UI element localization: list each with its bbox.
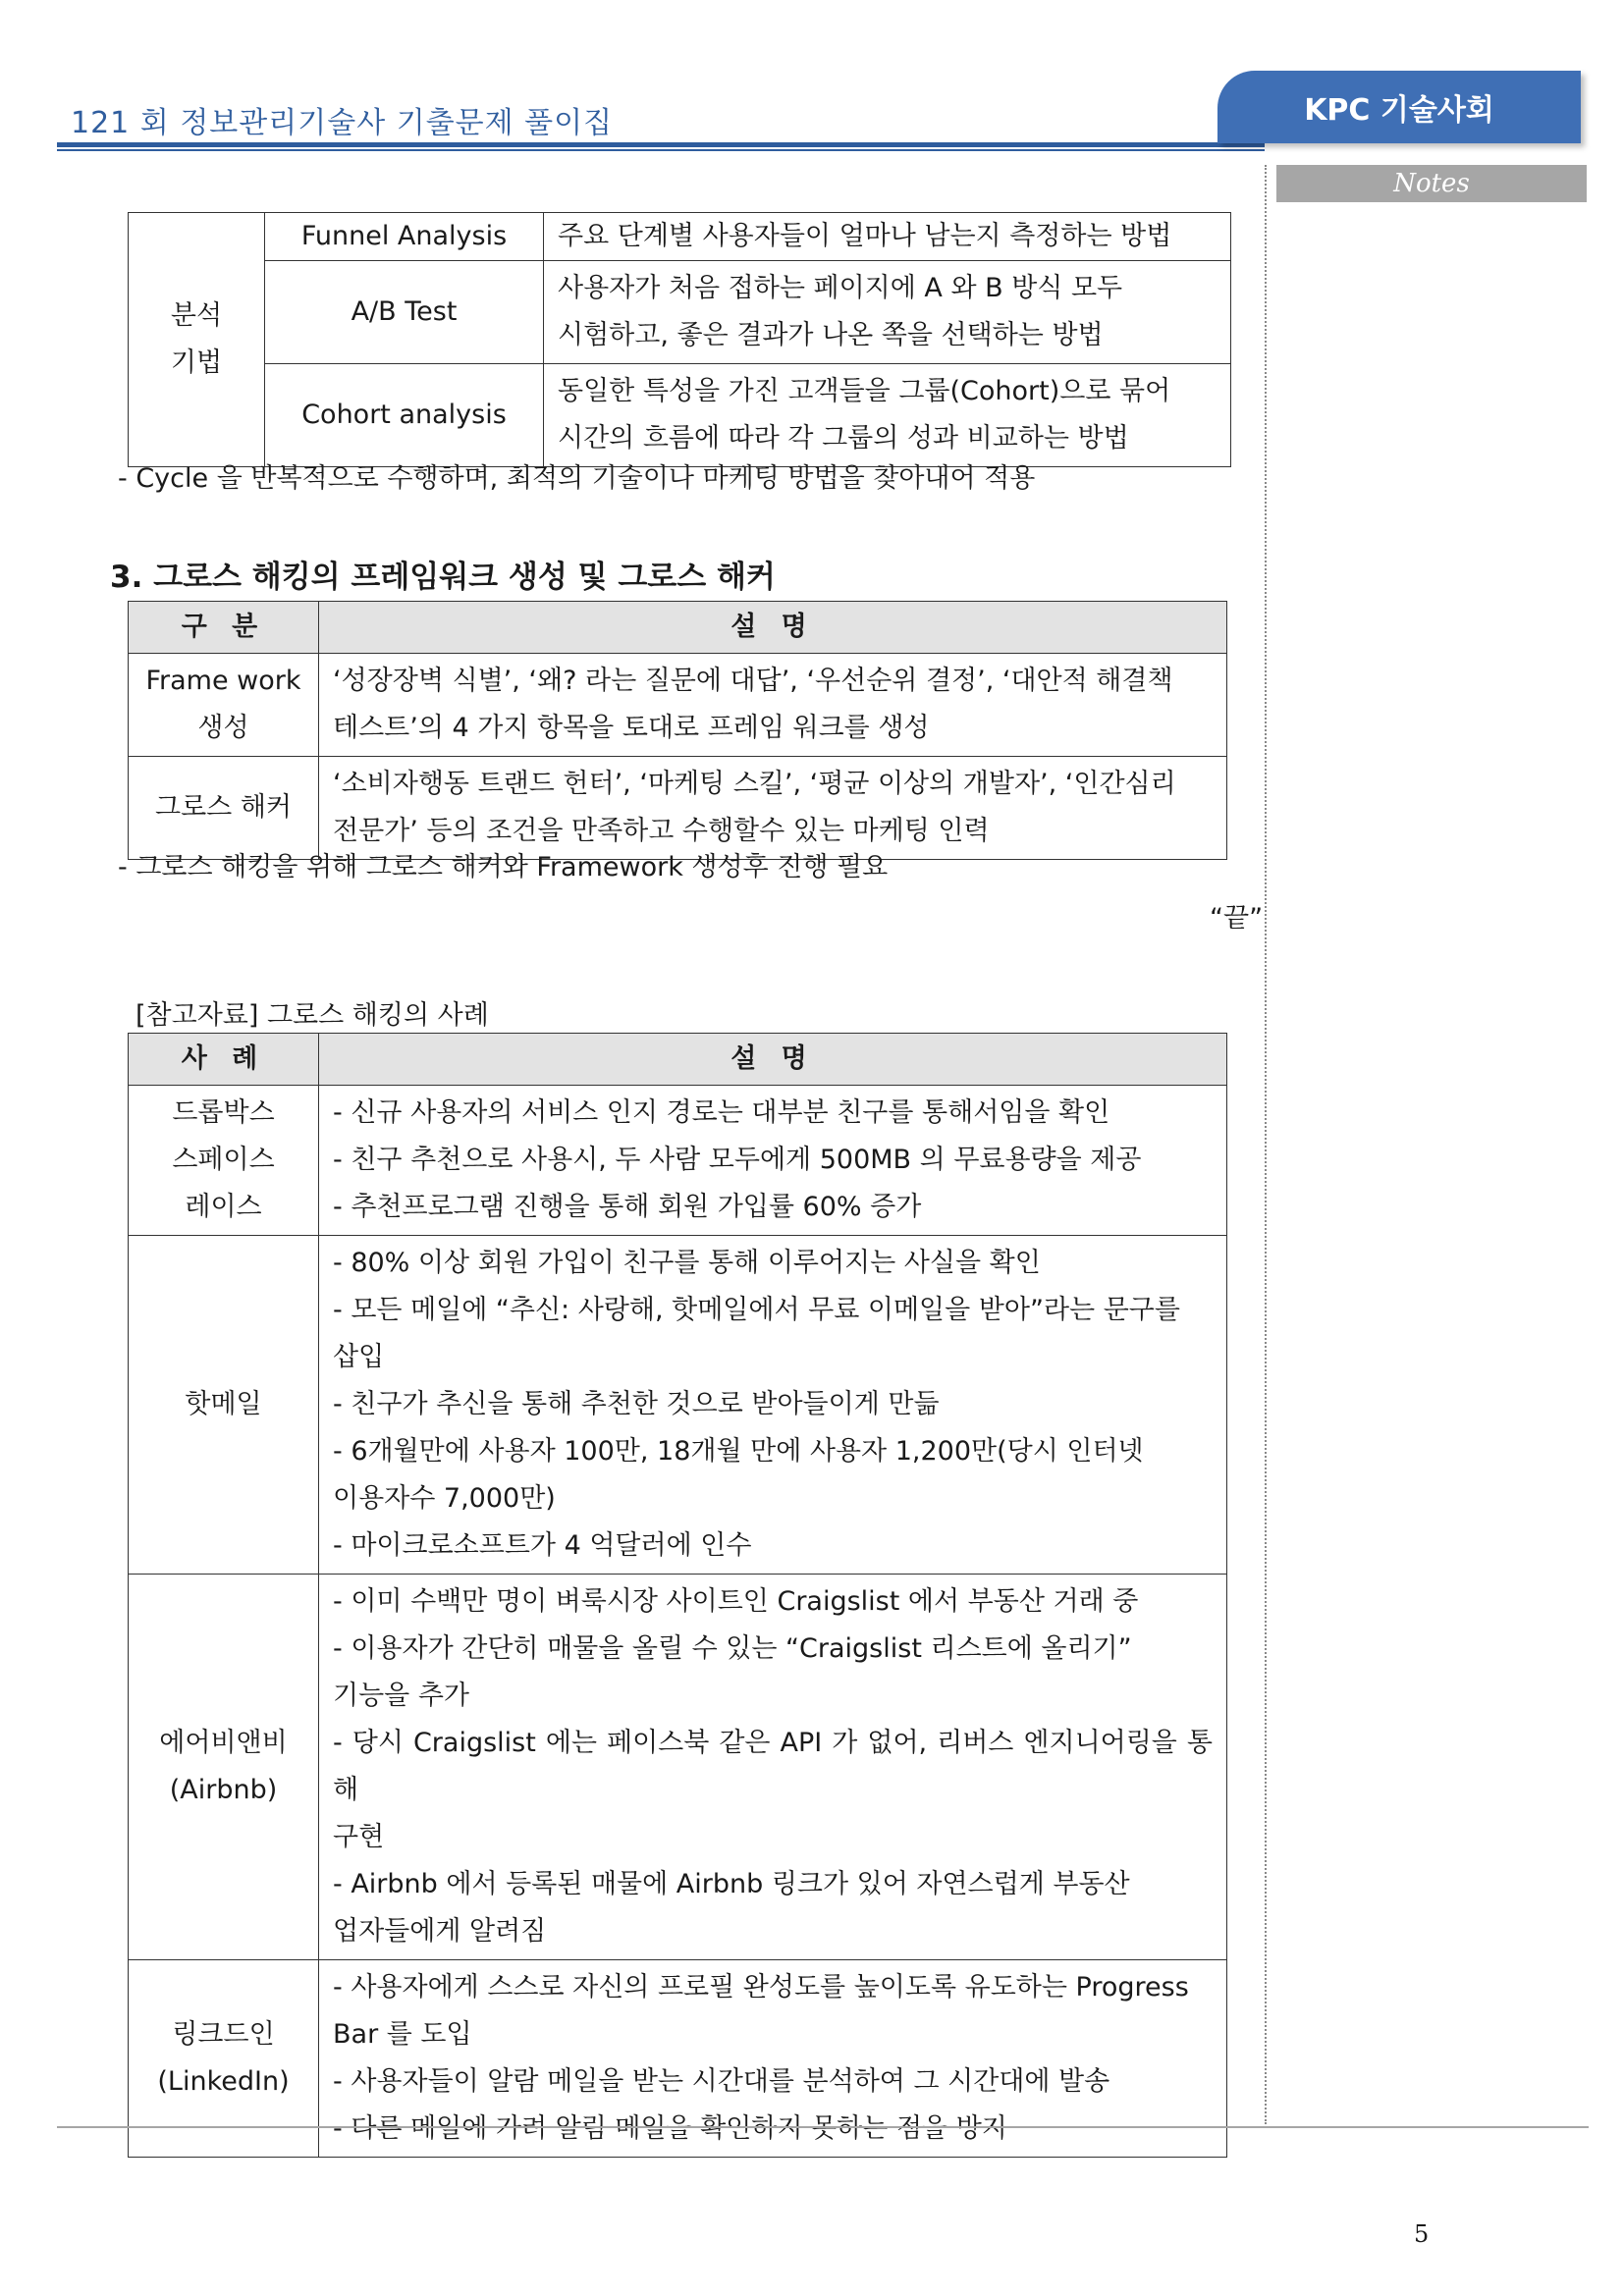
description-line: 삽입 — [333, 1342, 385, 1372]
section-3-title: 3. 그로스 해킹의 프레임워크 생성 및 그로스 해커 — [110, 560, 776, 595]
analysis-method-table — [128, 212, 1231, 467]
section-3-note: - 그로스 해킹을 위해 그로스 해커와 Framework 생성후 진행 필요 — [118, 852, 889, 882]
table-row — [129, 1086, 1227, 1236]
description-line: 기능을 추가 — [333, 1681, 469, 1711]
method-description-cell — [544, 364, 1231, 467]
growth-hacking-cases-table — [128, 1033, 1227, 2158]
case-name-line: 레이스 — [185, 1192, 262, 1222]
table-row — [129, 1236, 1227, 1575]
notes-label: Notes — [1276, 165, 1587, 202]
description-line: Bar 를 도입 — [333, 2019, 472, 2050]
description-line: 이용자수 7,000만) — [333, 1483, 556, 1514]
footer-rule — [57, 2126, 1589, 2128]
row-label-line: 생성 — [197, 713, 249, 743]
description-line: - 친구 추천으로 사용시, 두 사람 모두에게 500MB 의 무료용량을 제공 — [333, 1145, 1142, 1175]
case-name-line: 핫메일 — [185, 1389, 262, 1419]
description-line: - 이용자가 간단히 매물을 올릴 수 있는 “Craigslist 리스트에 올리기” — [333, 1633, 1132, 1664]
kpc-badge: KPC 기술사회 — [1217, 71, 1581, 143]
description-line: - 친구가 추신을 통해 추천한 것으로 받아들이게 만듦 — [333, 1389, 940, 1419]
description-line: 테스트’의 4 가지 항목을 토대로 프레임 워크를 생성 — [333, 713, 930, 743]
table-row — [129, 654, 1227, 757]
description-line: - 80% 이상 회원 가입이 친구를 통해 이루어지는 사실을 확인 — [333, 1248, 1041, 1278]
method-description-cell — [544, 213, 1231, 261]
page-header-title: 121 회 정보관리기술사 기출문제 풀이집 — [71, 106, 614, 140]
case-description-cell — [319, 1575, 1227, 1960]
description-line: 시간의 흐름에 따라 각 그룹의 성과 비교하는 방법 — [558, 423, 1129, 454]
row-label-cell — [129, 654, 319, 757]
method-description-cell — [544, 261, 1231, 364]
description-line: ‘성장장벽 식별’, ‘왜? 라는 질문에 대답’, ‘우선순위 결정’, ‘대안적 해결책 — [333, 666, 1173, 696]
case-name-cell — [129, 1236, 319, 1575]
analysis-note: - Cycle 을 반복적으로 수행하며, 최적의 기술이나 마케팅 방법을 찾아내어 적용 — [118, 463, 1036, 494]
method-name-cell: Funnel Analysis — [265, 213, 544, 261]
case-description-cell — [319, 1236, 1227, 1575]
category-label-line: 기법 — [170, 347, 223, 378]
case-name-line: 드롭박스 — [172, 1097, 275, 1128]
description-line: - 추천프로그램 진행을 통해 회원 가입률 60% 증가 — [333, 1192, 922, 1222]
description-cell — [319, 654, 1227, 757]
case-name-line: (Airbnb) — [169, 1775, 278, 1805]
description-line: - 사용자들이 알람 메일을 받는 시간대를 분석하여 그 시간대에 발송 — [333, 2066, 1110, 2097]
description-line: 시험하고, 좋은 결과가 나온 쪽을 선택하는 방법 — [558, 320, 1104, 350]
description-line: - 모든 메일에 “추신: 사랑해, 핫메일에서 무료 이메일을 받아”라는 문구를 — [333, 1295, 1180, 1325]
description-line: 동일한 특성을 가진 고객들을 그룹(Cohort)으로 묶어 — [558, 376, 1171, 406]
description-line: - 다른 메일에 가려 알림 메일을 확인하지 못하는 점을 방지 — [333, 2113, 1007, 2144]
row-label-line: Frame work — [145, 666, 301, 696]
description-cell — [319, 757, 1227, 860]
header-rule-thin — [57, 149, 1265, 151]
table-row — [129, 1575, 1227, 1960]
method-name-cell: A/B Test — [265, 261, 544, 364]
description-line: 구현 — [333, 1822, 385, 1852]
description-line: 주요 단계별 사용자들이 얼마나 남는지 측정하는 방법 — [558, 221, 1172, 251]
case-name-line: 링크드인 — [172, 2019, 275, 2050]
description-line: 업자들에게 알려짐 — [333, 1916, 547, 1947]
category-label-line: 분석 — [170, 300, 223, 331]
description-line: - 이미 수백만 명이 벼룩시장 사이트인 Craigslist 에서 부동산 거래 중 — [333, 1586, 1139, 1617]
column-header: 설 명 — [319, 1034, 1227, 1086]
case-name-line: (LinkedIn) — [157, 2066, 290, 2097]
method-name-cell: Cohort analysis — [265, 364, 544, 467]
description-line: - 신규 사용자의 서비스 인지 경로는 대부분 친구를 통해서임을 확인 — [333, 1097, 1110, 1128]
description-line: - 마이크로소프트가 4 억달러에 인수 — [333, 1530, 752, 1561]
table-row — [129, 261, 1231, 364]
description-line: - Airbnb 에서 등록된 매물에 Airbnb 링크가 있어 자연스럽게 부동산 — [333, 1869, 1130, 1899]
row-label-line: 그로스 해커 — [155, 792, 292, 823]
category-cell — [129, 213, 265, 467]
framework-table — [128, 601, 1227, 860]
case-name-line: 스페이스 — [172, 1145, 275, 1175]
end-mark: “끝” — [1210, 903, 1264, 934]
description-line: ‘소비자행동 트랜드 헌터’, ‘마케팅 스킬’, ‘평균 이상의 개발자’, ‘인간심리 — [333, 769, 1176, 799]
reference-title: [참고자료] 그로스 해킹의 사례 — [135, 1000, 489, 1031]
description-line: 사용자가 처음 접하는 페이지에 A 와 B 방식 모두 — [558, 273, 1123, 303]
case-name-cell — [129, 1575, 319, 1960]
case-name-line: 에어비앤비 — [159, 1728, 288, 1758]
row-label-cell — [129, 757, 319, 860]
table-row — [129, 213, 1231, 261]
column-header: 사 례 — [129, 1034, 319, 1086]
description-line: - 사용자에게 스스로 자신의 프로필 완성도를 높이도록 유도하는 Progress — [333, 1972, 1189, 2002]
column-header: 구 분 — [129, 602, 319, 654]
page-number: 5 — [1414, 2220, 1430, 2248]
case-name-cell — [129, 1086, 319, 1236]
table-row — [129, 364, 1231, 467]
table-row — [129, 757, 1227, 860]
description-line: - 6개월만에 사용자 100만, 18개월 만에 사용자 1,200만(당시 인터넷 — [333, 1436, 1144, 1467]
description-line: - 당시 Craigslist 에는 페이스북 같은 API 가 없어, 리버스 엔지니어링을 통해 — [333, 1728, 1213, 1805]
column-header: 설 명 — [319, 602, 1227, 654]
header-rule — [57, 142, 1265, 147]
case-description-cell — [319, 1086, 1227, 1236]
table-header-row — [129, 1034, 1227, 1086]
table-header-row — [129, 602, 1227, 654]
description-line: 전문가’ 등의 조건을 만족하고 수행할수 있는 마케팅 인력 — [333, 816, 990, 846]
notes-column-divider — [1265, 165, 1267, 2124]
